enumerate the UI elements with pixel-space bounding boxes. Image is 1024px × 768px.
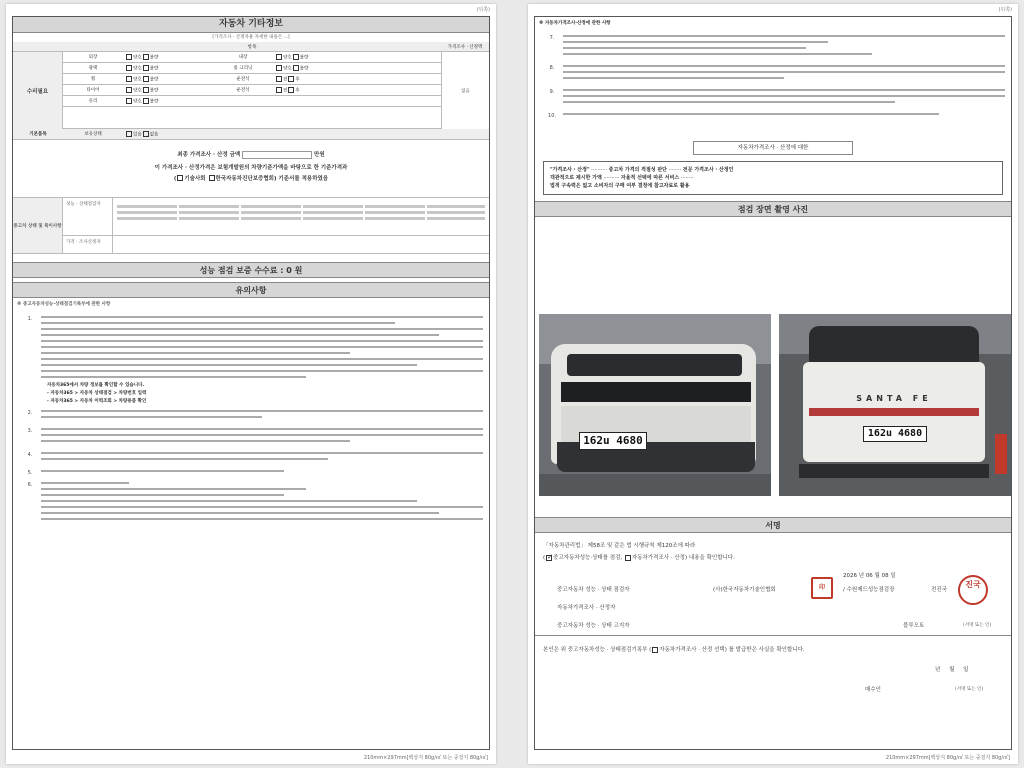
page-footer: 210mm×297mm[백상지 80g/㎡ 또는 중질지 80g/㎡]: [885, 755, 1010, 761]
checkbox[interactable]: [652, 647, 658, 653]
notice-para: 1.: [19, 316, 483, 382]
right-frame: [534, 16, 1012, 750]
appraisal-para: 7.: [541, 35, 1005, 59]
col-header-item: 항목: [247, 44, 257, 50]
checkbox[interactable]: [625, 555, 631, 561]
opinion-sub-inspector: 성능 · 상태점검자: [63, 198, 113, 235]
appraisal-body: [535, 35, 1011, 119]
page-subtitle: [가격조사 · 산정자용 자세한 내용은 ...]: [212, 35, 290, 40]
seal-note: (서명 또는 인): [963, 623, 992, 628]
checkbox[interactable]: [288, 76, 294, 82]
checkbox[interactable]: [293, 54, 299, 60]
price-label: 최종 가격조사 · 산정 금액: [177, 152, 241, 158]
signer-inspector-org: (사)한국자동차기술인협회: [713, 587, 776, 593]
notice-box: "가격조사 · 산정" ·········· 중고차 가격의 적절성 판단 ········ 전문 가격조사 · 산정인 객관적으로 제시한 가액 ·········· 자율적 선택에 따른 서비스 ········ 법적 구속력은 없고 소비자의 구매 여부 결정에 참고자료로 활용: [543, 161, 1003, 195]
price-note: 이 가격조사 · 산정가격은 보험개발원의 차량기준가액을 바탕으로 한 기준가격과: [154, 164, 348, 171]
seal-square: 印: [811, 577, 833, 599]
notice-para: 6.: [19, 482, 483, 524]
condition-table: [13, 52, 489, 129]
table-row: 광택 양호 불량 룸 크리닝 양호 불량: [63, 63, 441, 74]
notice-subheader: ※ 중고자동차성능·상태점검기록부에 관한 사항: [17, 302, 111, 307]
side-value: 없음: [461, 88, 470, 94]
buyer-seal-note: (서명 또는 인): [955, 687, 984, 692]
checkbox[interactable]: [276, 65, 282, 71]
checkbox[interactable]: [126, 54, 132, 60]
sign-date: 2026 년 06 월 08 일: [843, 573, 896, 579]
checkbox[interactable]: [143, 54, 149, 60]
seal-round: 진국: [958, 575, 988, 605]
section-basic: 기본품목: [29, 132, 47, 137]
plate-front: 162u 4680: [579, 432, 647, 450]
opinion-sub-appraiser: 가격 · 조사산정자: [63, 236, 113, 253]
check-line: ( ✓ 중고자동차성능·상태를 점검, 자동차가격조사 · 산정) 내용을 확인합니다.: [543, 552, 735, 561]
sign-bar: 서명: [535, 517, 1011, 533]
signer-inspector: 중고자동차 성능 · 상태 점검자: [557, 587, 630, 593]
table-row: 타이어 양호 불량 운전석 전 후: [63, 85, 441, 96]
checkbox[interactable]: [209, 175, 215, 181]
notice-bar: 유의사항: [13, 282, 489, 298]
corner-label: (뒤쪽): [998, 7, 1012, 13]
plate-rear: 162u 4680: [863, 426, 927, 442]
corner-label: (뒤쪽): [476, 7, 490, 13]
divider: [535, 635, 1011, 636]
table-row: 휠 양호 불량 운전석 전 후: [63, 74, 441, 85]
appraisal-para: 9.: [541, 89, 1005, 107]
checkbox[interactable]: [143, 98, 149, 104]
right-page: [528, 4, 1018, 764]
notice-box-title: 자동차가격조사 · 산정에 대한: [693, 141, 853, 155]
price-unit: 만원: [314, 152, 325, 158]
checkbox[interactable]: [276, 87, 282, 93]
checkbox[interactable]: [177, 175, 183, 181]
opinion-label: 중고차 상태 및 특이사항: [13, 223, 62, 229]
section-repair: 수리필요: [26, 88, 49, 95]
checkbox[interactable]: [126, 76, 132, 82]
appraisal-header: ※ 자동차가격조사·산정에 관한 사항: [539, 21, 611, 26]
price-input[interactable]: [242, 151, 312, 159]
signer-inspector-name: 전진국: [931, 587, 947, 593]
table-row: 외장 양호 불량 내장 양호 불량: [63, 52, 441, 63]
checkbox-checked[interactable]: ✓: [547, 552, 554, 561]
appraisal-para: 8.: [541, 65, 1005, 83]
signer-notifier: 중고자동차 성능 · 상태 고지자: [557, 623, 630, 629]
notice-body: [13, 316, 489, 524]
photo-bar: 점검 장면 촬영 사진: [535, 201, 1011, 217]
checkbox[interactable]: [143, 87, 149, 93]
appraisal-para: 10.: [541, 113, 1005, 119]
table-row: 기본품목 보유상태 있음 없음: [13, 129, 489, 140]
confirm-line: 본인은 위 중고자동차성능 · 상태점검기록부 ( 자동차가격조사 · 산정 선택) 를 발급받은 사실을 확인합니다.: [543, 647, 805, 653]
page-footer: 210mm×297mm[백상지 80g/㎡ 또는 중질지 80g/㎡]: [363, 755, 488, 761]
photo-front: [539, 314, 771, 496]
checkbox[interactable]: [143, 65, 149, 71]
law-line: 「자동차관리법」 제58조 및 같은 법 시행규칙 제120조에 따라: [543, 543, 696, 549]
checkbox[interactable]: [126, 131, 132, 137]
checkbox[interactable]: [126, 98, 132, 104]
col-header-price: 가격조사 · 산정액: [447, 44, 483, 50]
photo-rear: [779, 314, 1011, 496]
fee-bar: 성능 점검 보증 수수료 : 0 원: [13, 262, 489, 278]
checkbox[interactable]: [126, 65, 132, 71]
left-page: [6, 4, 496, 764]
checkbox[interactable]: [288, 87, 294, 93]
checkbox[interactable]: [143, 131, 149, 137]
signer-notifier-name: 블루오토: [903, 623, 925, 629]
signer-appraiser: 자동차가격조사 · 산정자: [557, 605, 616, 611]
signer-inspector-place: / 수원제드성능점검장: [843, 587, 895, 593]
checkbox[interactable]: [276, 76, 282, 82]
checkbox[interactable]: [126, 87, 132, 93]
signature-section: [543, 541, 1003, 629]
table-row: 유리 양호 불량: [63, 96, 441, 107]
table-header: [13, 42, 489, 52]
opinion-text: [113, 198, 489, 235]
buyer-date: 년 월 일: [935, 667, 969, 673]
page-title: 자동차 기타정보: [13, 17, 489, 33]
notice-bold-lines: 자동차365에서 차량 정보를 확인할 수 있습니다. - 자동차365 > 자동차 상태점검 > 차량번호 입력 - 자동차365 > 자동차 이력조회 > 차량용품 확인: [47, 383, 147, 404]
checkbox[interactable]: [143, 76, 149, 82]
price-section: [13, 140, 489, 198]
buyer-label: 매수인: [865, 687, 881, 693]
notice-para: 5.: [19, 470, 483, 476]
opinion-section: [13, 198, 489, 254]
checkbox[interactable]: [276, 54, 282, 60]
notice-para: 4.: [19, 452, 483, 464]
left-frame: [12, 16, 490, 750]
price-check-line: ( 기술사회 한국자동차진단보증협회) 기준서를 적용하였음: [173, 175, 329, 182]
table-row-spacer: [63, 107, 441, 129]
notice-para: 2.: [19, 410, 483, 422]
rear-badge: SANTA FE: [856, 394, 932, 403]
notice-para: 3.: [19, 428, 483, 446]
checkbox[interactable]: [293, 65, 299, 71]
